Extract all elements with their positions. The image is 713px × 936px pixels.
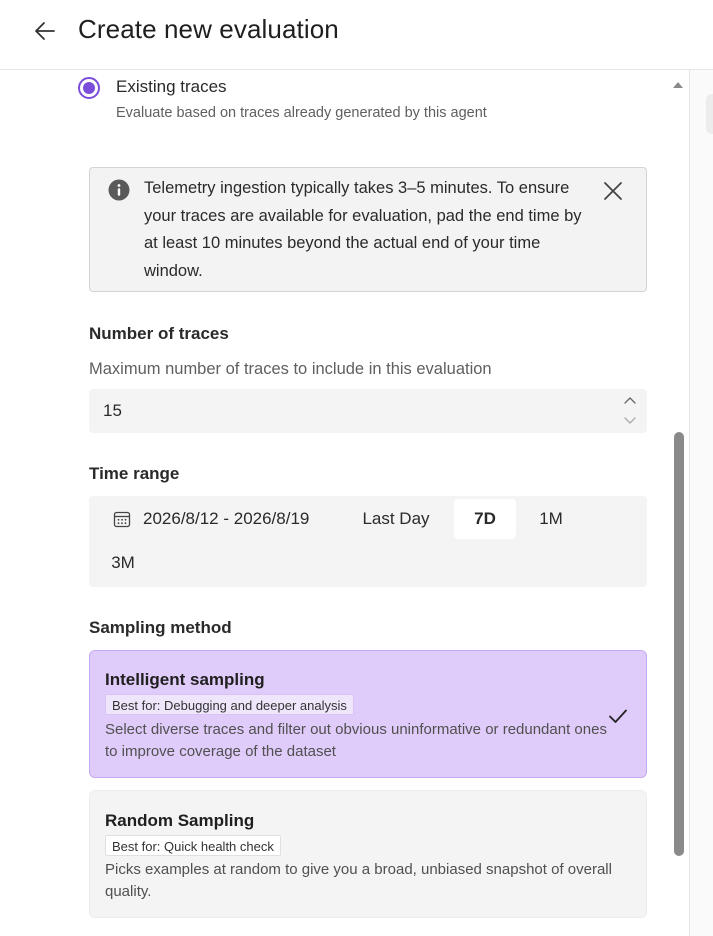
best-for-badge: Best for: Quick health check (105, 835, 281, 856)
sampling-option-description: Select diverse traces and filter out obvious uninformative or redundant ones to improve coverage of the dataset (105, 721, 607, 760)
time-option-3m[interactable]: 3M (111, 553, 135, 572)
number-of-traces-value[interactable]: 15 (103, 401, 122, 420)
sampling-method-title: Sampling method (89, 618, 232, 637)
sampling-option-title: Random Sampling (105, 811, 255, 830)
sampling-option-title: Intelligent sampling (105, 670, 265, 689)
number-of-traces-description: Maximum number of traces to include in this evaluation (89, 360, 492, 378)
existing-traces-label[interactable]: Existing traces (116, 77, 227, 96)
sampling-option-random[interactable] (89, 790, 647, 918)
existing-traces-radio[interactable] (78, 77, 100, 99)
checkmark-icon (607, 705, 629, 727)
back-button[interactable] (28, 14, 62, 48)
existing-traces-description: Evaluate based on traces already generated by this agent (116, 105, 487, 121)
number-of-traces-input[interactable] (89, 389, 647, 433)
time-range-title: Time range (89, 464, 180, 483)
calendar-icon[interactable] (113, 510, 131, 528)
time-option-1m[interactable]: 1M (539, 509, 563, 528)
number-of-traces-title: Number of traces (89, 324, 229, 343)
arrow-left-icon (32, 18, 58, 44)
chevron-up-icon[interactable] (622, 393, 638, 409)
time-option-last-day[interactable]: Last Day (362, 509, 430, 528)
scroll-up-arrow-icon[interactable] (671, 78, 685, 92)
time-option-7d[interactable]: 7D (454, 499, 516, 539)
page-title: Create new evaluation (78, 14, 339, 44)
radio-selected-dot (83, 82, 95, 94)
page-header (0, 0, 713, 70)
chevron-down-icon[interactable] (622, 412, 638, 428)
info-banner-text: Telemetry ingestion typically takes 3–5 minutes. To ensure your traces are available for evaluation, pad the end time by at least 10 minutes beyond the actual end of your time window. (144, 179, 582, 280)
sampling-option-description: Picks examples at random to give you a broad, unbiased snapshot of overall quality. (105, 861, 612, 900)
scrollbar-thumb[interactable] (674, 432, 684, 856)
close-icon[interactable] (600, 178, 626, 204)
sampling-option-intelligent[interactable] (89, 650, 647, 778)
best-for-badge: Best for: Debugging and deeper analysis (105, 694, 354, 715)
background-panel (690, 70, 713, 936)
date-range-picker[interactable]: 2026/8/12 - 2026/8/19 (143, 509, 310, 528)
info-icon (108, 179, 130, 201)
